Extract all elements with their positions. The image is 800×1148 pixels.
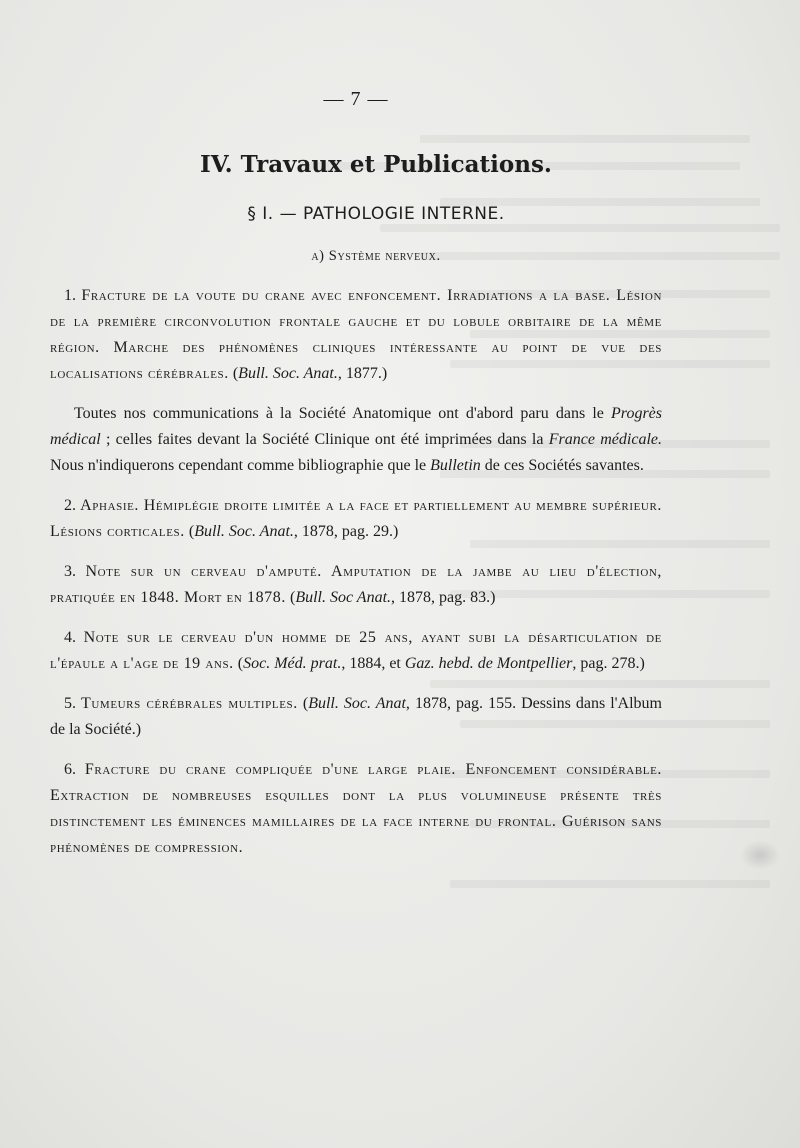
entry-number: 6. bbox=[64, 761, 76, 778]
entry-title: Fracture du crane compliquée d'une large plaie. Enfoncement considérable. Extraction de nombreuses esquilles dont la plus volumineuse présente très distinctement les éminences mamillaires de la face interne du frontal. Guérison sans phénomènes de compression. bbox=[50, 761, 662, 856]
publication-entry-5 bbox=[50, 691, 662, 743]
entry-number: 3. bbox=[64, 563, 76, 580]
publication-entry-6 bbox=[50, 757, 662, 861]
page-smudge bbox=[740, 840, 780, 870]
entry-number: 2. bbox=[64, 497, 76, 514]
bibliography-note: Toutes nos communications à la Société Anatomique ont d'abord paru dans le Progrès médical ; celles faites devant la Société Clinique ont été imprimées dans la France médicale. Nous n'indiquerons cependant comme bibliographie que le Bulletin de ces Sociétés savantes. bbox=[50, 405, 663, 474]
category-heading: a) Système nerveux. bbox=[311, 248, 441, 264]
entry-reference: (Bull. Soc. Anat., 1877.) bbox=[232, 365, 388, 382]
entry-number: 1. bbox=[64, 287, 76, 304]
publication-entry-2 bbox=[50, 493, 662, 545]
entry-title: Note sur un cerveau d'amputé. Amputation de la jambe au lieu d'élection, pratiquée en 1848. Mort en 1878. bbox=[50, 563, 663, 606]
section-title: IV. Travaux et Publications. bbox=[200, 151, 552, 178]
subsection-title: § I. — PATHOLOGIE INTERNE. bbox=[247, 204, 505, 224]
publication-entry-4 bbox=[50, 625, 662, 677]
entry-number: 4. bbox=[64, 629, 76, 646]
entry-title: Aphasie. Hémiplégie droite limitée a la face et partiellement au membre supérieur. Lésions corticales. bbox=[50, 497, 662, 540]
page-number: — 7 — bbox=[323, 88, 389, 110]
entry-reference: (Bull. Soc Anat., 1878, pag. 83.) bbox=[289, 589, 496, 606]
entry-reference: (Bull. Soc. Anat., 1878, pag. 29.) bbox=[188, 523, 399, 540]
entry-reference: (Bull. Soc. Anat, 1878, pag. 155. Dessins dans l'Album de la Société.) bbox=[50, 695, 662, 738]
entry-title: Note sur le cerveau d'un homme de 25 ans, ayant subi la désarticulation de l'épaule a l'age de 19 ans. bbox=[50, 629, 663, 672]
entry-reference: (Soc. Méd. prat., 1884, et Gaz. hebd. de Montpellier, pag. 278.) bbox=[237, 655, 645, 672]
publication-entry-1 bbox=[50, 283, 662, 387]
entry-title: Tumeurs cérébrales multiples. bbox=[81, 695, 298, 712]
entry-title: Fracture de la voute du crane avec enfoncement. Irradiations a la base. Lésion de la première circonvolution frontale gauche et du lobule orbitaire de la même région. Marche des phénomènes cliniques intéressante au point de vue des localisations cérébrales. bbox=[50, 287, 663, 382]
publication-entry-3 bbox=[50, 559, 662, 611]
entry-number: 5. bbox=[64, 695, 76, 712]
page-content bbox=[50, 88, 662, 875]
